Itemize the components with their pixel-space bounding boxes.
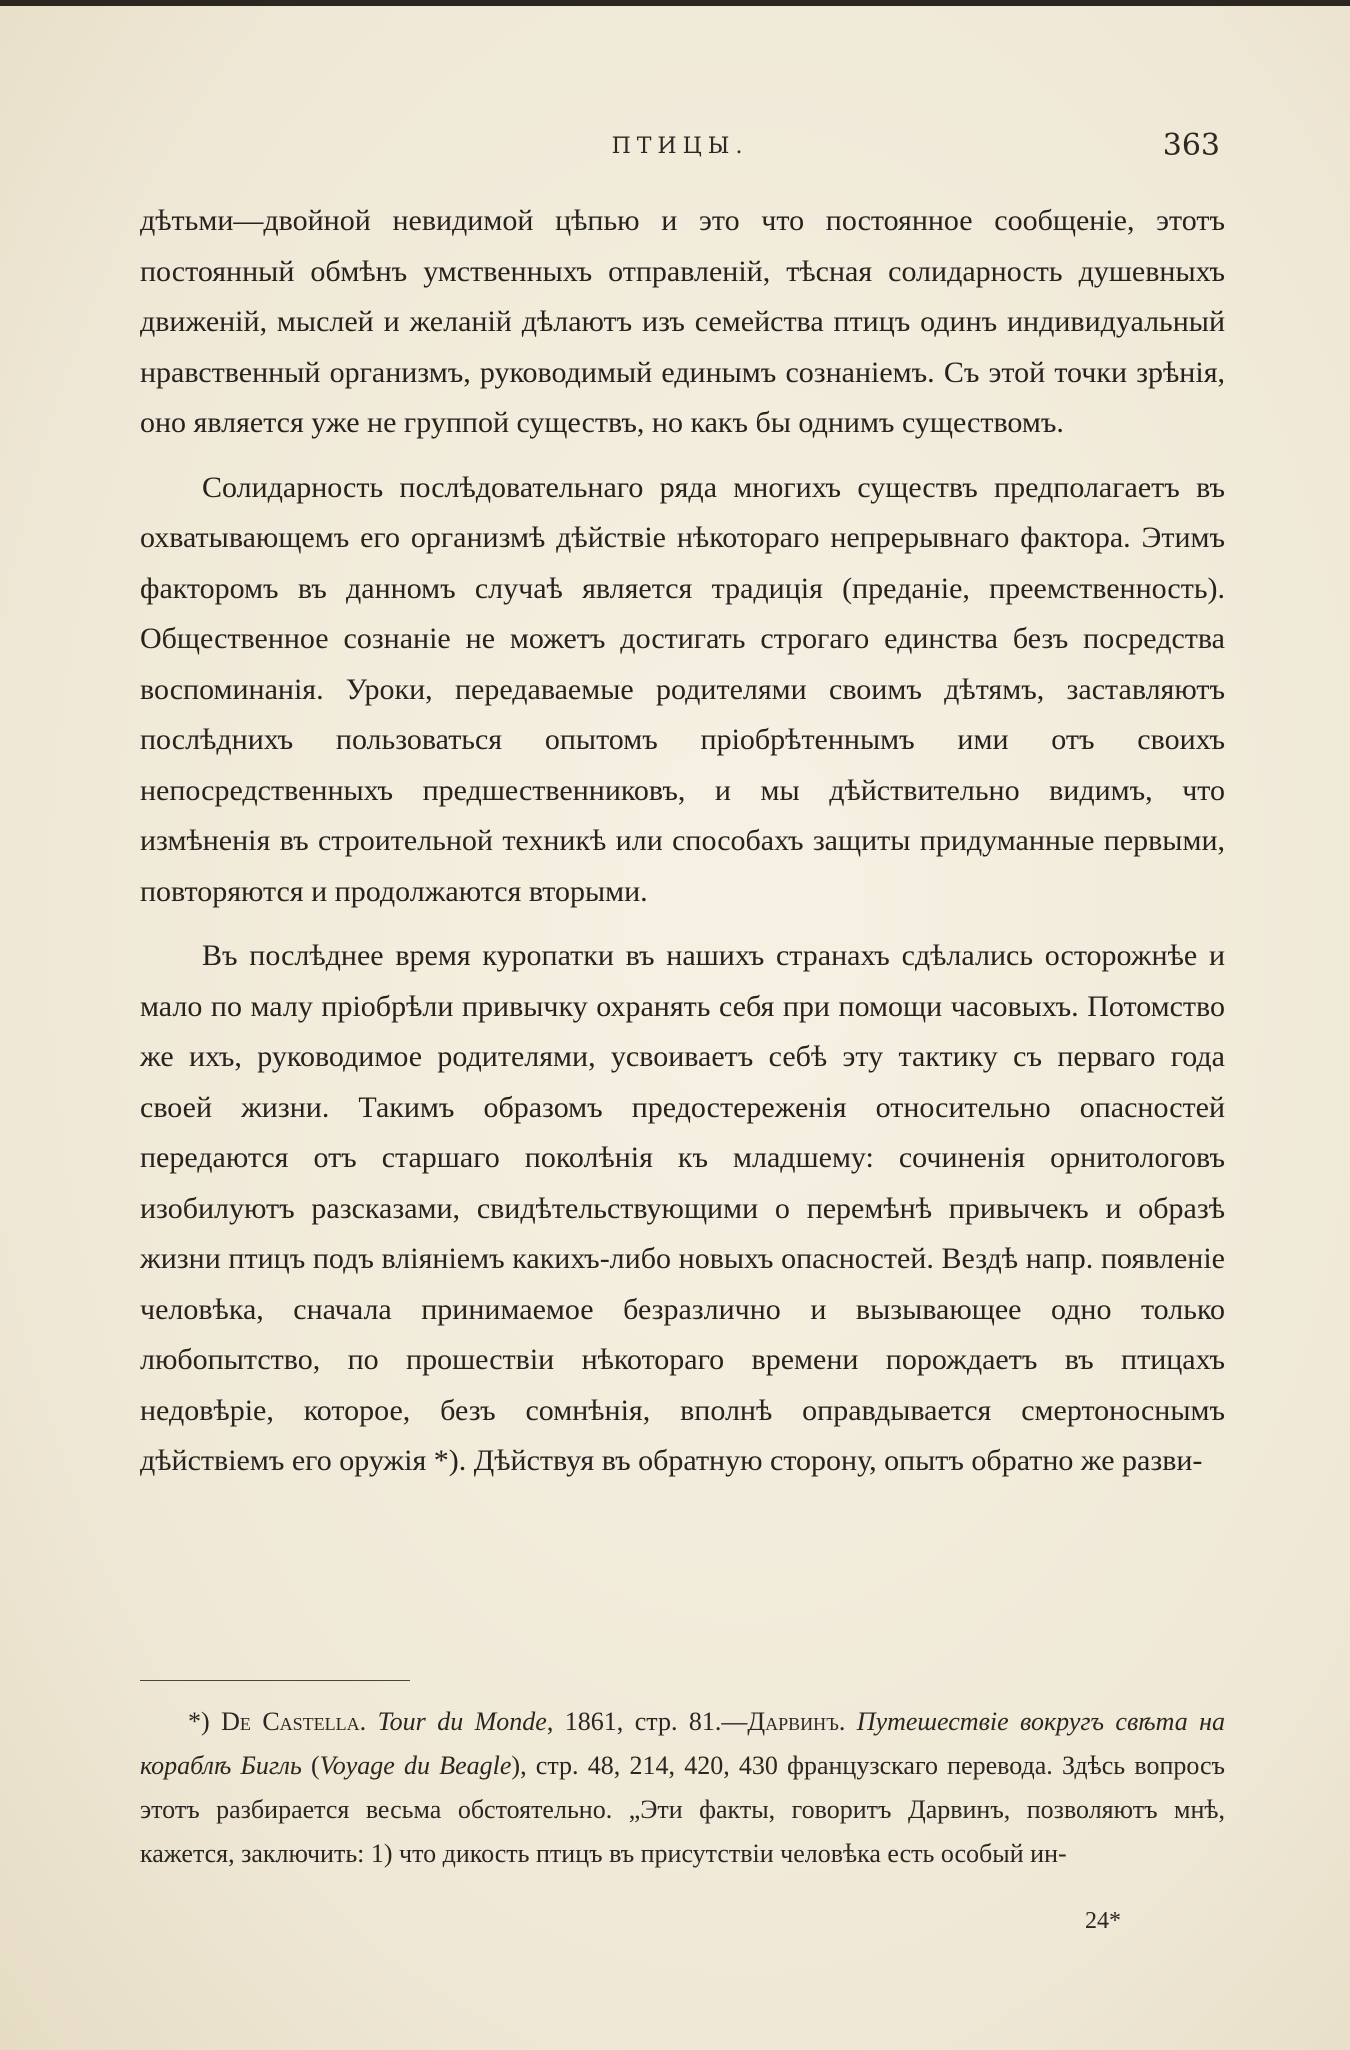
running-title: ПТИЦЫ.: [611, 134, 749, 159]
footnote-work-1: Tour du Monde: [377, 1707, 547, 1736]
paragraph-3: Въ послѣднее время куропатки въ нашихъ странахъ сдѣлались осторожнѣе и мало по малу пріобрѣли привычку охранять себя при помощи часовыхъ. Потомство же ихъ, руководимое родителями, усвоиваетъ себѣ эту тактику съ перваго года своей жизни. Такимъ образомъ предостереженія относительно опасностей передаются отъ старшаго поколѣнія къ младшему: сочиненія орнитологовъ изобилуютъ разсказами, свидѣтельствующими о перемѣнѣ привычекъ и образѣ жизни птицъ подъ вліяніемъ какихъ-либо новыхъ опасностей. Вездѣ напр. появленіе человѣка, сначала принимаемое безразлично и вызывающее одно только любопытство, по прошествіи нѣкотораго времени порождаетъ въ птицахъ недовѣріе, которое, безъ сомнѣнія, вполнѣ оправдывается смертоноснымъ дѣйствіемъ его оружія *). Дѣйствуя въ обратную сторону, опытъ обратно же разви-: [140, 939, 1225, 1477]
footnote-marker: *): [188, 1707, 210, 1736]
body-text: [140, 196, 1225, 1487]
footnote-work-2: Путешествіе вокругъ свѣта на кораблѣ Бигль: [140, 1707, 1226, 1780]
footnote-paragraph: *) De Castella. Tour du Monde, 1861, стр. 81.—Дарвинъ. Путешествіе вокругъ свѣта на кораблѣ Бигль (Voyage du Beagle), стр. 48, 214, 420, 430 французскаго перевода. Здѣсь вопросъ этотъ разбирается весьма обстоятельно. „Эти факты, говоритъ Дарвинъ, позволяютъ мнѣ, кажется, заключить: 1) что дикость птицъ въ присутствіи человѣка есть особый ин-: [140, 1707, 1226, 1868]
footnote-rest: ), стр. 48, 214, 420, 430 французскаго перевода. Здѣсь вопросъ этотъ разбирается весьма обстоятельно. „Эти факты, говоритъ Дарвинъ, позволяютъ мнѣ, кажется, заключить: 1) что дикость птицъ въ присутствіи человѣка есть особый ин-: [140, 1751, 1225, 1868]
footnote-author-2: Дарвинъ: [747, 1707, 839, 1736]
signature-mark: 24*: [1085, 1908, 1121, 1934]
paragraph-1: дѣтьми—двойной невидимой цѣпью и это что постоянное сообщеніе, этотъ постоянный обмѣнъ умственныхъ отправленій, тѣсная солидарность душевныхъ движеній, мыслей и желаній дѣлаютъ изъ семейства птицъ одинъ индивидуальный нравственный организмъ, руководимый единымъ сознаніемъ. Съ этой точки зрѣнія, оно является уже не группой существъ, но какъ бы однимъ существомъ.: [140, 204, 1225, 439]
footnote-author-1: De Castella: [221, 1707, 360, 1736]
scan-top-edge: [0, 0, 1350, 6]
footnote-work-3: Voyage du Beagle: [319, 1751, 512, 1780]
footnote-ref-1: , 1861, стр. 81.—: [546, 1707, 748, 1736]
footnote-paren: (: [301, 1751, 320, 1780]
paragraph-2: Солидарность послѣдовательнаго ряда многихъ существъ предполагаетъ въ охватывающемъ его организмѣ дѣйствіе нѣкотораго непрерывнаго фактора. Этимъ факторомъ въ данномъ случаѣ является традиція (преданіе, преемственность). Общественное сознаніе не можетъ достигать строгаго единства безъ посредства воспоминанія. Уроки, передаваемые родителями своимъ дѣтямъ, заставляютъ послѣднихъ пользоваться опытомъ пріобрѣтеннымъ ими отъ своихъ непосредственныхъ предшественниковъ, и мы дѣйствительно видимъ, что измѣненія въ строительной техникѣ или способахъ защиты придуманные первыми, повторяются и продолжаются вторыми.: [140, 470, 1225, 908]
footnote: [140, 1700, 1225, 1876]
page-number: 363: [1162, 128, 1220, 163]
page-header: [140, 128, 1220, 168]
footnote-divider: [140, 1680, 410, 1681]
